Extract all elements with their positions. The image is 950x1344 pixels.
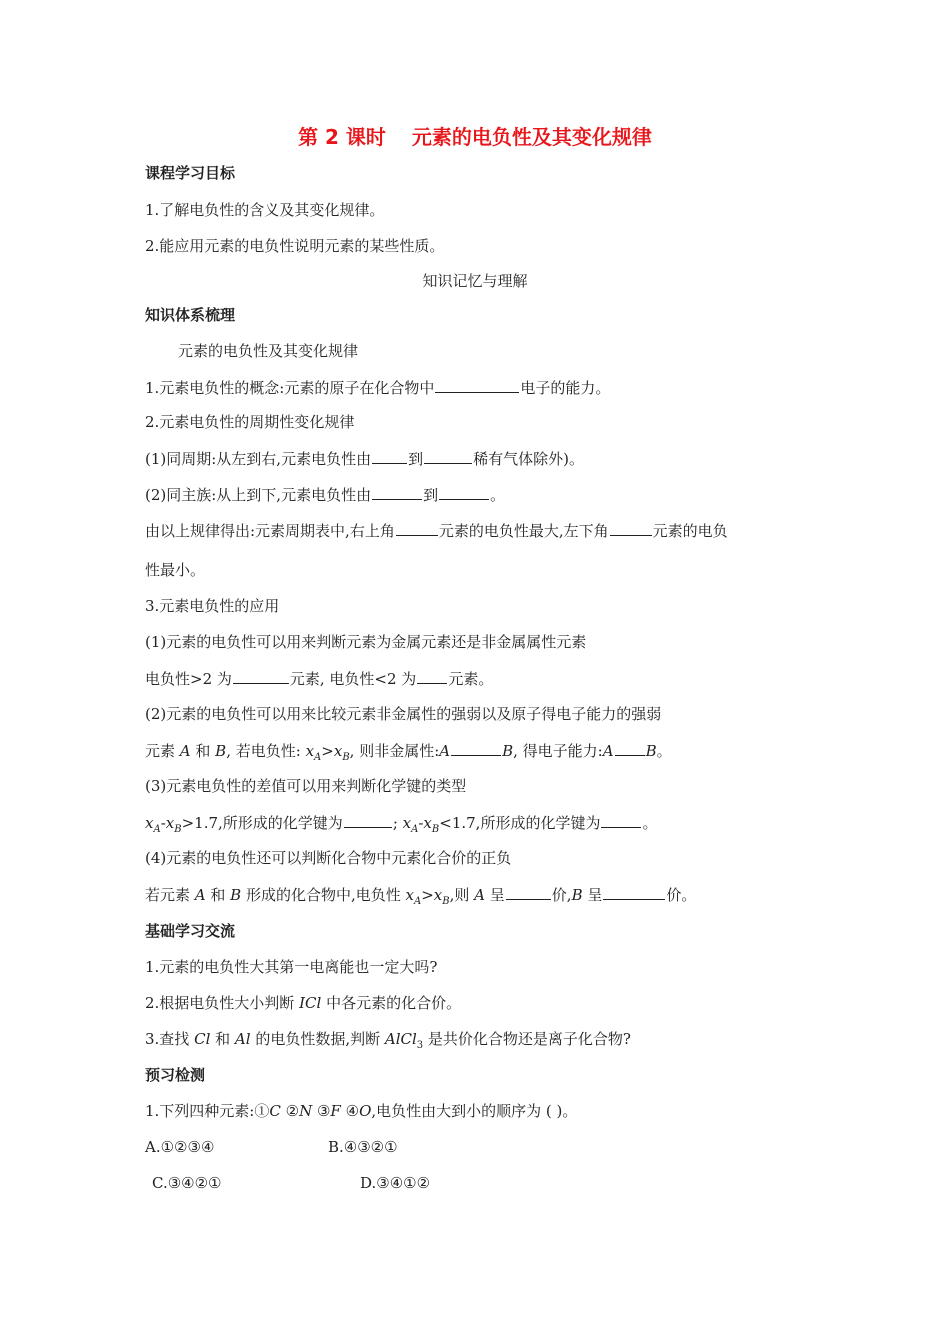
goal-item: 1.了解电负性的含义及其变化规律。 — [145, 201, 385, 219]
knowledge-line: 由以上规律得出:元素周期表中,右上角 元素的电负性最大,左下角 元素的电负 — [145, 522, 728, 540]
knowledge-line: (2)元素的电负性可以用来比较元素非金属性的强弱以及原子得电子能力的强弱 — [145, 705, 662, 723]
knowledge-subtitle: 元素的电负性及其变化规律 — [178, 342, 359, 360]
fill-blank[interactable] — [439, 484, 489, 500]
fill-blank[interactable] — [603, 884, 665, 900]
basic-question: 1.元素的电负性大其第一电离能也一定大吗? — [145, 958, 438, 976]
fill-blank[interactable] — [372, 448, 407, 464]
knowledge-line: 性最小。 — [145, 561, 206, 579]
goal-item: 2.能应用元素的电负性说明元素的某些性质。 — [145, 237, 445, 255]
fill-blank[interactable] — [233, 668, 289, 684]
fill-blank[interactable] — [435, 377, 519, 393]
option-a[interactable]: A.①②③④ — [145, 1138, 215, 1156]
knowledge-heading: 知识体系梳理 — [145, 306, 236, 324]
knowledge-line: 3.元素电负性的应用 — [145, 597, 280, 615]
knowledge-line: (1)元素的电负性可以用来判断元素为金属元素还是非金属属性元素 — [145, 633, 587, 651]
goals-heading: 课程学习目标 — [145, 164, 236, 182]
knowledge-line: (4)元素的电负性还可以判断化合物中元素化合价的正负 — [145, 849, 512, 867]
fill-blank[interactable] — [506, 884, 551, 900]
knowledge-line: 电负性>2 为 元素, 电负性<2 为 元素。 — [145, 670, 494, 688]
basic-question: 2.根据电负性大小判断 ICl 中各元素的化合价。 — [145, 994, 462, 1012]
lesson-title — [0, 124, 950, 150]
fill-blank[interactable] — [601, 812, 641, 828]
lesson-number: 第 2 课时 — [298, 125, 386, 149]
knowledge-line: 1.元素电负性的概念:元素的原子在化合物中 电子的能力。 — [145, 379, 611, 397]
knowledge-line: $x_A-x_B>1.7$,所形成的化学键为 ; $x_A-x_B<1.7$,所形成的化学键为 。 — [145, 814, 658, 835]
fill-blank[interactable] — [372, 484, 422, 500]
fill-blank[interactable] — [424, 448, 472, 464]
knowledge-line: (3)元素电负性的差值可以用来判断化学键的类型 — [145, 777, 467, 795]
knowledge-line: 若元素 A 和 B 形成的化合物中,电负性 $x_A>x_B$,则 A 呈 价,B 呈 价。 — [145, 886, 697, 907]
option-b[interactable]: B.④③②① — [328, 1138, 398, 1156]
preview-question: 1.下列四种元素:①C ②N ③F ④O,电负性由大到小的顺序为 ( )。 — [145, 1102, 578, 1120]
fill-blank[interactable] — [417, 668, 447, 684]
fill-blank[interactable] — [615, 740, 645, 756]
knowledge-line: 元素 A 和 B, 若电负性: $x_A>x_B$, 则非金属性:A B, 得电子能力:A B。 — [145, 742, 672, 763]
basic-heading: 基础学习交流 — [145, 922, 236, 940]
knowledge-line: 2.元素电负性的周期性变化规律 — [145, 413, 355, 431]
fill-blank[interactable] — [344, 812, 392, 828]
section-title: 知识记忆与理解 — [422, 272, 528, 290]
option-c[interactable]: C.③④②① — [152, 1174, 222, 1192]
knowledge-line: (1)同周期:从左到右,元素电负性由 到 稀有气体除外)。 — [145, 450, 584, 468]
fill-blank[interactable] — [610, 520, 652, 536]
knowledge-line: (2)同主族:从上到下,元素电负性由 到 。 — [145, 486, 506, 504]
option-d[interactable]: D.③④①② — [360, 1174, 431, 1192]
basic-question: 3.查找 Cl 和 Al 的电负性数据,判断 AlCl$_3$ 是共价化合物还是离子化合物? — [145, 1030, 631, 1051]
preview-heading: 预习检测 — [145, 1066, 206, 1084]
lesson-topic: 元素的电负性及其变化规律 — [411, 125, 652, 149]
fill-blank[interactable] — [451, 740, 501, 756]
fill-blank[interactable] — [396, 520, 438, 536]
